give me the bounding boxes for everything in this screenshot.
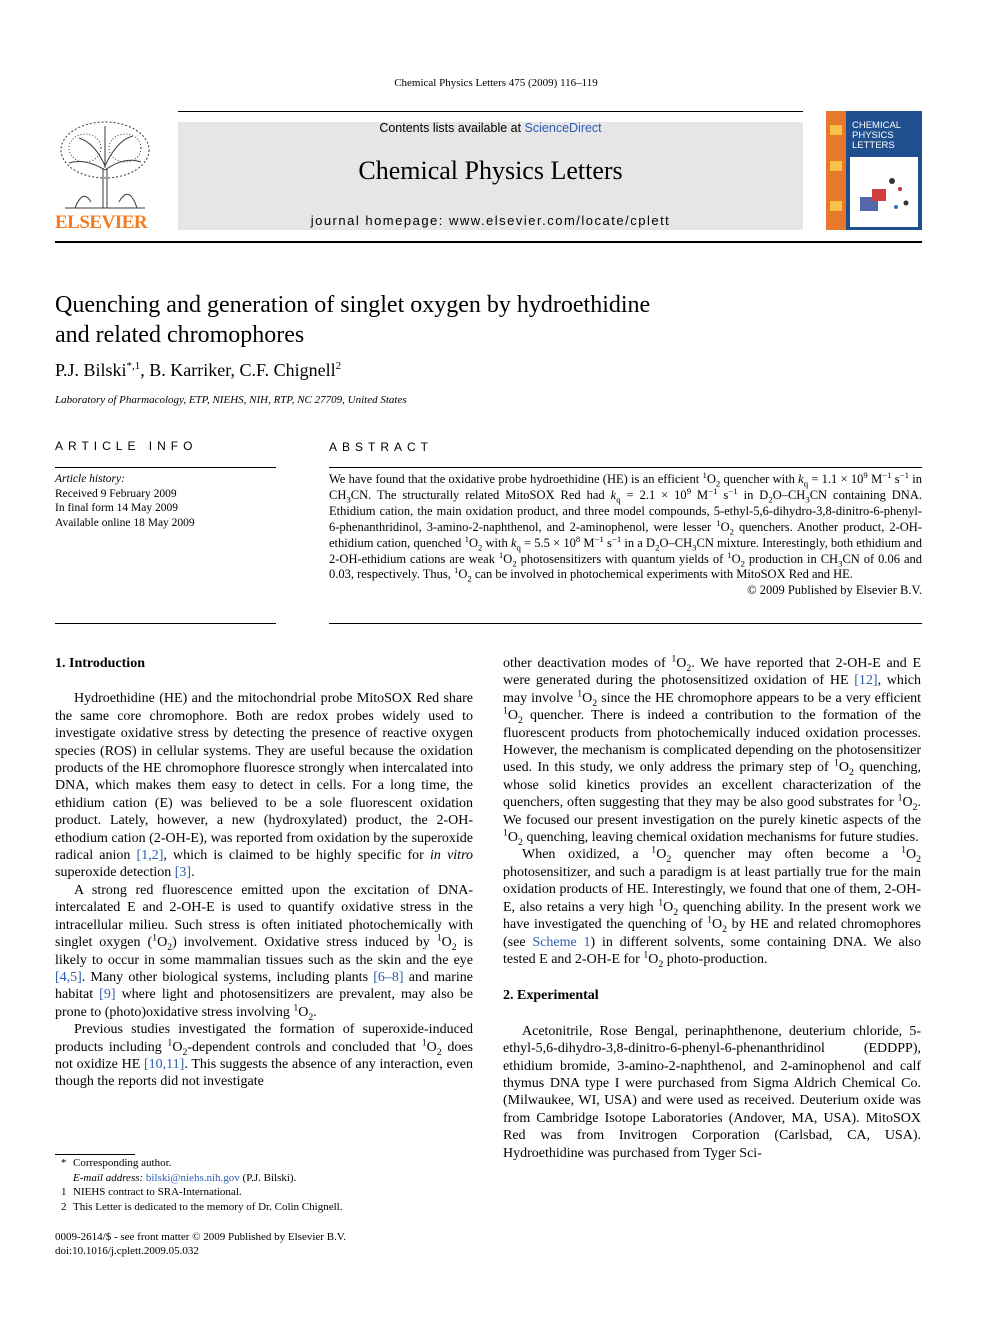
reference-link[interactable]: [3]: [174, 865, 192, 881]
header-thick-rule: [55, 241, 922, 243]
journal-homepage[interactable]: journal homepage: www.elsevier.com/locate/cplett: [310, 213, 671, 228]
bottom-matter: [55, 1230, 346, 1258]
reference-link[interactable]: [9]: [99, 987, 116, 1003]
article-title: Quenching and generation of singlet oxygen by hydroethidine and related chromophores: [55, 292, 651, 348]
paragraph: A strong red fluorescence emitted upon the excitation of DNA-intercalated E and 2-OH-E is used to quantify oxidative stress in the intracellular milieu. Such stress is often initiated photochemically with singlet oxygen $(^1O_2)$ involvement. Oxidative stress induced by $^1O_2$ is likely to occur in some mammalian tissues such as the skin and the eye [4,5]. Many other biological systems, including plants [6–8] and marine habitat [9] where light and photosensitizers are prevalent, may also be prone to (photo)oxidative stress involving $^1O_2$.: [55, 882, 474, 1023]
reference-link[interactable]: [6–8]: [373, 969, 404, 985]
section-heading-experimental: 2. Experimental: [503, 988, 599, 1004]
left-column: [55, 655, 473, 1091]
section-heading-introduction: 1. Introduction: [55, 656, 145, 671]
contents-line: [178, 121, 803, 135]
abstract-copyright: © 2009 Published by Elsevier B.V.: [747, 583, 922, 598]
paragraph: Acetonitrile, Rose Bengal, perinaphthenone, deuterium chloride, 5-ethyl-5,6-dihydro-3,8-dinitro-6-phenyl-6-phenanthridinol (EDDPP), ethidium bromide, 3-amino-2-naphthenol, and 2-aminophenol and calf thymus DNA type I were purchased from Sigma Aldrich Chemical Co. (Milwaukee, WI, USA) and were used as received. Deuterium oxide was from Cambridge Isotope Laboratories (Andover, MA, USA). MitoSOX Red was from Invitrogen Corporation (Carlsbad, CA, USA). Hydroethidine was purchased from Tyger Sci-: [503, 1023, 921, 1161]
reference-link[interactable]: [1,2]: [136, 848, 164, 864]
sciencedirect-link[interactable]: ScienceDirect: [524, 121, 602, 135]
elsevier-tree-logo: [55, 118, 155, 210]
author-mark: 2: [335, 360, 342, 372]
journal-reference: Chemical Physics Letters 475 (2009) 116–119: [394, 77, 598, 89]
reference-link[interactable]: [10,11]: [144, 1056, 185, 1072]
footnotes: [55, 1156, 342, 1214]
footnote-corresponding: * Corresponding author.: [61, 1157, 172, 1169]
abstract-bottom-rule: [329, 623, 922, 624]
journal-cover: [826, 111, 922, 230]
article-info-bottom-rule: [55, 623, 276, 624]
abstract-body: [329, 469, 923, 599]
right-column: [503, 655, 921, 1162]
paragraph: When oxidized, a $^1O_2$ quencher may often become a $^1O_2$ photosensitizer, and such a paradigm is at least partially true for the main oxidation products of HE. Interestingly, we found that one of them, 2-OH-E, also retains a very high $^1O_2$ quenching ability. In the present work we have investigated the quenching of $^1O_2$ by HE and related chromophores (see Scheme 1) in different solvents, some containing DNA. We also tested E and 2-OH-E for $^1O_2$ photo-production.: [503, 844, 921, 970]
article-info-heading: ARTICLE INFO: [55, 439, 198, 453]
abstract-text: We have found that the oxidative probe hydroethidine (HE) is an efficient $^1O_2$ quencher with $k_q = 1.1 \times 10^9$ $M^{-1}$ $s^{-1}$ in $CH_3CN$. The structurally related MitoSOX Red had $k_q = 2.1 \times 10^9$ $M^{-1}$ $s^{-1}$ in $D_2O-CH_3CN$ containing DNA. Ethidium cation, the main oxidation product, and three model compounds, 5-ethyl-5,6-dihydro-3,8-dinitro-6-phenyl-6-phenanthridinol, 3-amino-2-naphthenol, and 2-aminophenol, were lesser $^1O_2$ quenchers. Another product, 2-OH-ethidium cation, quenched $^1O_2$ with $k_q = 5.5 \times 10^8$ $M^{-1}$ $s^{-1}$ in a $D_2O-CH_3CN$ mixture. Interestingly, both ethidium and 2-OH-ethidium cations are weak $^1O_2$ photosensitizers with quantum yields of $^1O_2$ production in $CH_3CN$ of 0.06 and 0.03, respectively. Thus, $^1O_2$ can be involved in photochemical experiments with MitoSOX Red and HE.: [329, 469, 923, 584]
author-bilski: P.J. Bilski: [55, 360, 127, 380]
reference-link[interactable]: Scheme 1: [532, 934, 591, 950]
journal-title: Chemical Physics Letters: [358, 156, 623, 185]
paragraph: Previous studies investigated the formation of superoxide-induced products including $^1O_2$-dependent controls and concluded that $^1O_2$ does not oxidize HE [10,11]. This suggests the absence of any interaction, even though the reports did not investigate: [55, 1022, 473, 1090]
header-rule: [178, 111, 803, 112]
email-link[interactable]: bilski@niehs.nih.gov: [145, 1171, 240, 1184]
doi-line[interactable]: doi:10.1016/j.cplett.2009.05.032: [55, 1245, 199, 1257]
cover-artwork-icon: [826, 111, 922, 230]
cover-title: CHEMICAL PHYSICS LETTERS: [852, 120, 902, 151]
paragraph: other deactivation modes of $^1O_2$. We have reported that 2-OH-E and E were generated during the photosensitized oxidation of HE [12], which may involve $^1O_2$ since the HE chromophore appears to be a very efficient $^1O_2$ quencher. There is indeed a contribution to the formation of the fluorescent products from photochemically induced oxidation processes. However, the mechanism is complicated depending on the photosensitizer used. In this study, we only address the primary step of $^1O_2$ quenching, whose solid kinetics provides an excellent characterization of the quenchers, often suggesting that they may be also good substrates for $^1O_2$. We focused our present investigation on the purely kinetic aspects of the $^1O_2$ quenching, leaving chemical oxidation mechanisms for future studies.: [503, 653, 922, 848]
footnote-email: E-mail address: bilski@niehs.nih.gov (P.J. Bilski).: [73, 1171, 297, 1184]
paragraph: Hydroethidine (HE) and the mitochondrial probe MitoSOX Red share the same core chromophore. Both are redox probes widely used to investigate oxidative stress by detecting the presence of reactive oxygen species (ROS) in cellular systems. They are useful because the oxidation products of the HE chromophore fluoresce strongly when intercalated into DNA, which makes them easy to detect in cells. For a long time, the ethidium cation (E) was believed to be a sole fluorescent oxidation product. Lately, however, a new (hydroxylated) product, the 2-OH-ethodium cation (2-OH-E), was reported from oxidation by the superoxide radical anion [1,2], which is claimed to be highly specific for in vitro superoxide detection [3].: [55, 691, 473, 881]
article-history: Article history: Received 9 February 2009 In final form 14 May 2009 Available online 18 May 2009: [55, 473, 195, 529]
contents-prefix: Contents lists available at: [379, 121, 525, 135]
author-mark: *,1: [126, 360, 141, 372]
affiliation: Laboratory of Pharmacology, ETP, NIEHS, NIH, RTP, NC 27709, United States: [55, 394, 407, 406]
author-karriker: B. Karriker: [149, 360, 231, 380]
article-info-rule: [55, 467, 276, 468]
footnote-rule: [55, 1154, 135, 1155]
reference-link[interactable]: [4,5]: [55, 969, 82, 985]
abstract-heading: ABSTRACT: [329, 440, 434, 454]
abstract-rule: [329, 467, 922, 468]
author-list: P.J. Bilski$^{*,1}$, B. Karriker, C.F. Chignell$^2$: [55, 360, 342, 380]
reference-link[interactable]: [12]: [854, 673, 878, 689]
footnote-contract: 1 NIEHS contract to SRA-International.: [61, 1186, 242, 1198]
issn-line: 0009-2614/$ - see front matter © 2009 Published by Elsevier B.V.: [55, 1231, 347, 1243]
elsevier-wordmark: ELSEVIER: [55, 212, 148, 233]
footnote-dedication: 2 This Letter is dedicated to the memory of Dr. Colin Chignell.: [61, 1200, 343, 1213]
author-chignell: C.F. Chignell: [239, 360, 336, 380]
